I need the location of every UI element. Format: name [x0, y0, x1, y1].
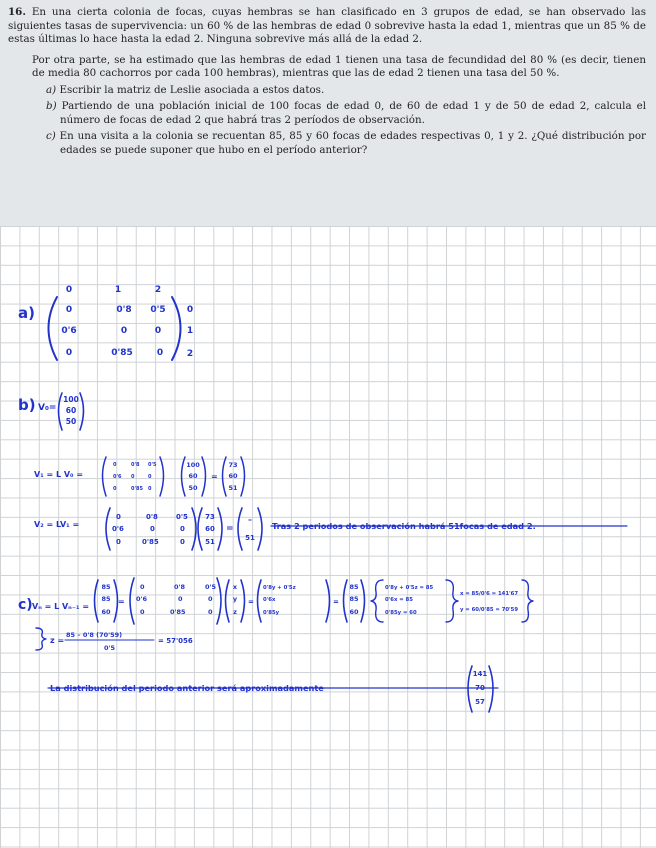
svg-text:51: 51	[205, 538, 215, 546]
svg-text:100: 100	[186, 461, 200, 469]
svg-text:60: 60	[65, 406, 77, 415]
svg-text:0'5: 0'5	[104, 644, 116, 652]
svg-text:0'5: 0'5	[176, 513, 188, 521]
matrix-cell: 0'6	[61, 326, 77, 336]
svg-text:0'6: 0'6	[113, 474, 122, 480]
part-c-conclusion: La distribución del periodo anterior será aproximadamente	[50, 683, 324, 693]
matrix-cell: 0	[120, 326, 128, 336]
v1-label: V₁ = L V₀ =	[34, 470, 84, 479]
svg-text:141: 141	[472, 670, 488, 678]
svg-text:50: 50	[65, 417, 77, 426]
col-header: 1	[114, 285, 122, 295]
row-label: 1	[186, 326, 194, 336]
v0-label: V₀=	[38, 403, 57, 413]
svg-text:85: 85	[349, 583, 359, 591]
svg-text:0'6: 0'6	[136, 595, 148, 603]
svg-text:0'6x = 85: 0'6x = 85	[385, 597, 413, 603]
svg-text:57: 57	[475, 698, 485, 706]
svg-text:0: 0	[113, 486, 117, 492]
svg-text:=: =	[333, 598, 339, 606]
svg-text:0: 0	[180, 525, 185, 533]
svg-text:85: 85	[349, 595, 359, 603]
svg-text:0: 0	[116, 513, 121, 521]
svg-text:0'8: 0'8	[146, 513, 158, 521]
svg-text:0: 0	[180, 538, 185, 546]
svg-text:0'8: 0'8	[174, 583, 186, 591]
svg-text:0'8y + 0'5z = 85: 0'8y + 0'5z = 85	[385, 585, 434, 591]
col-header: 0	[65, 285, 73, 295]
svg-text:0: 0	[140, 583, 145, 591]
svg-text:0: 0	[140, 608, 145, 616]
svg-text:0'6: 0'6	[112, 525, 124, 533]
matrix-cell: 0'8	[116, 305, 132, 315]
col-header: 2	[154, 285, 162, 295]
problem-item-a: a) Escribir la matriz de Leslie asociada a estos datos.	[46, 83, 325, 96]
svg-text:0'5: 0'5	[148, 462, 157, 468]
svg-text:0'8: 0'8	[131, 462, 140, 468]
svg-text:100: 100	[63, 395, 79, 404]
matrix-cell: 0	[65, 305, 73, 315]
svg-text:0: 0	[208, 595, 213, 603]
part-a-label: a)	[18, 304, 35, 322]
matrix-cell: 0	[154, 326, 162, 336]
svg-text:51: 51	[228, 484, 238, 492]
problem-number: 16.	[8, 6, 26, 18]
svg-text:=: =	[248, 598, 254, 606]
svg-text:60: 60	[228, 472, 238, 480]
matrix-cell: 0	[65, 348, 73, 358]
row-label: 2	[186, 349, 194, 359]
svg-text:=: =	[226, 524, 234, 534]
matrix-cell: 0'85	[111, 348, 133, 358]
svg-text:0'85y: 0'85y	[263, 610, 280, 616]
svg-text:0: 0	[178, 595, 183, 603]
svg-text:0: 0	[148, 474, 152, 480]
svg-text:x = 85/0'6 = 141'67: x = 85/0'6 = 141'67	[460, 591, 519, 597]
svg-text:0: 0	[116, 538, 121, 546]
part-c	[18, 578, 533, 712]
problem-paragraph-1: 16. En una cierta colonia de focas, cuyas hembras se han clasificado en 3 grupos de edad, se han observado las siguientes tasas de supervivencia: un 60 % de las hembras de edad 0 sobrevive hasta la edad 1, mientras que un 85 % de estas últimas lo hace hasta la edad 2. Ninguna sobrevive más allá de la edad 2.	[8, 6, 646, 45]
svg-text:= 57'056: = 57'056	[158, 637, 193, 645]
part-a	[18, 285, 193, 360]
svg-text:60: 60	[188, 472, 198, 480]
svg-text:0'85: 0'85	[170, 608, 186, 616]
svg-text:51: 51	[245, 534, 255, 542]
problem-paragraph-2: Por otra parte, se ha estimado que las hembras de edad 1 tienen una tasa de fecundidad del 80 % (es decir, tienen de media 80 cachorros por cada 100 hembras), mientras que las de edad 2 tienen una tasa del 50 %.	[32, 53, 646, 79]
svg-text:0: 0	[148, 486, 152, 492]
row-label: 0	[186, 305, 194, 315]
part-b-label: b)	[18, 396, 36, 414]
part-b-conclusion: Tras 2 periodos de observación habrá 51focas de edad 2.	[272, 521, 536, 531]
problem-item-c: c) En una visita a la colonia se recuentan 85, 85 y 60 focas de edades respectivas 0, 1 y 2. ¿Qué distribución por edades se puede suponer que hubo en el período anterior?	[46, 130, 646, 156]
svg-text:y = 60/0'85 = 70'59: y = 60/0'85 = 70'59	[460, 607, 519, 613]
v2-label: V₂ = LV₁ =	[34, 520, 80, 529]
svg-text:0'8y + 0'5z: 0'8y + 0'5z	[263, 585, 296, 591]
part-c-label: c)	[18, 597, 33, 613]
matrix-cell: 0	[156, 348, 164, 358]
matrix-left-paren	[49, 297, 58, 360]
svg-text:60: 60	[349, 608, 359, 616]
svg-text:0'6x: 0'6x	[263, 597, 276, 603]
svg-text:z =: z =	[50, 636, 65, 645]
vn-label: Vₙ = L Vₙ₋₁ =	[32, 602, 90, 611]
svg-text:0'85: 0'85	[142, 538, 159, 546]
svg-text:85 – 0'8 (70'59): 85 – 0'8 (70'59)	[66, 631, 123, 639]
svg-text:=: =	[211, 472, 218, 481]
svg-text:85: 85	[101, 583, 111, 591]
matrix-cell: 0'5	[150, 305, 166, 315]
svg-text:50: 50	[188, 484, 198, 492]
svg-text:x: x	[232, 583, 238, 591]
svg-text:70: 70	[475, 684, 485, 692]
svg-text:73: 73	[205, 513, 215, 521]
svg-text:0'5: 0'5	[205, 583, 217, 591]
svg-text:0: 0	[150, 525, 155, 533]
svg-text:–: –	[248, 515, 252, 524]
svg-text:60: 60	[205, 525, 215, 533]
svg-text:60: 60	[101, 608, 111, 616]
svg-text:=: =	[118, 597, 125, 606]
svg-text:0'85y = 60: 0'85y = 60	[385, 610, 417, 616]
svg-text:y: y	[232, 595, 238, 603]
svg-text:0'85: 0'85	[131, 486, 143, 492]
svg-text:0: 0	[113, 462, 117, 468]
svg-text:73: 73	[228, 461, 238, 469]
svg-text:z: z	[233, 608, 237, 616]
svg-text:0: 0	[208, 608, 213, 616]
part-b	[18, 393, 627, 550]
svg-text:85: 85	[101, 595, 111, 603]
problem-item-b: b) Partiendo de una población inicial de 100 focas de edad 0, de 60 de edad 1 y de 50 de edad 2, calcula el número de focas de edad 2 que habrá tras 2 períodos de observación.	[46, 100, 646, 126]
svg-text:0: 0	[131, 474, 135, 480]
matrix-right-paren	[172, 297, 181, 360]
